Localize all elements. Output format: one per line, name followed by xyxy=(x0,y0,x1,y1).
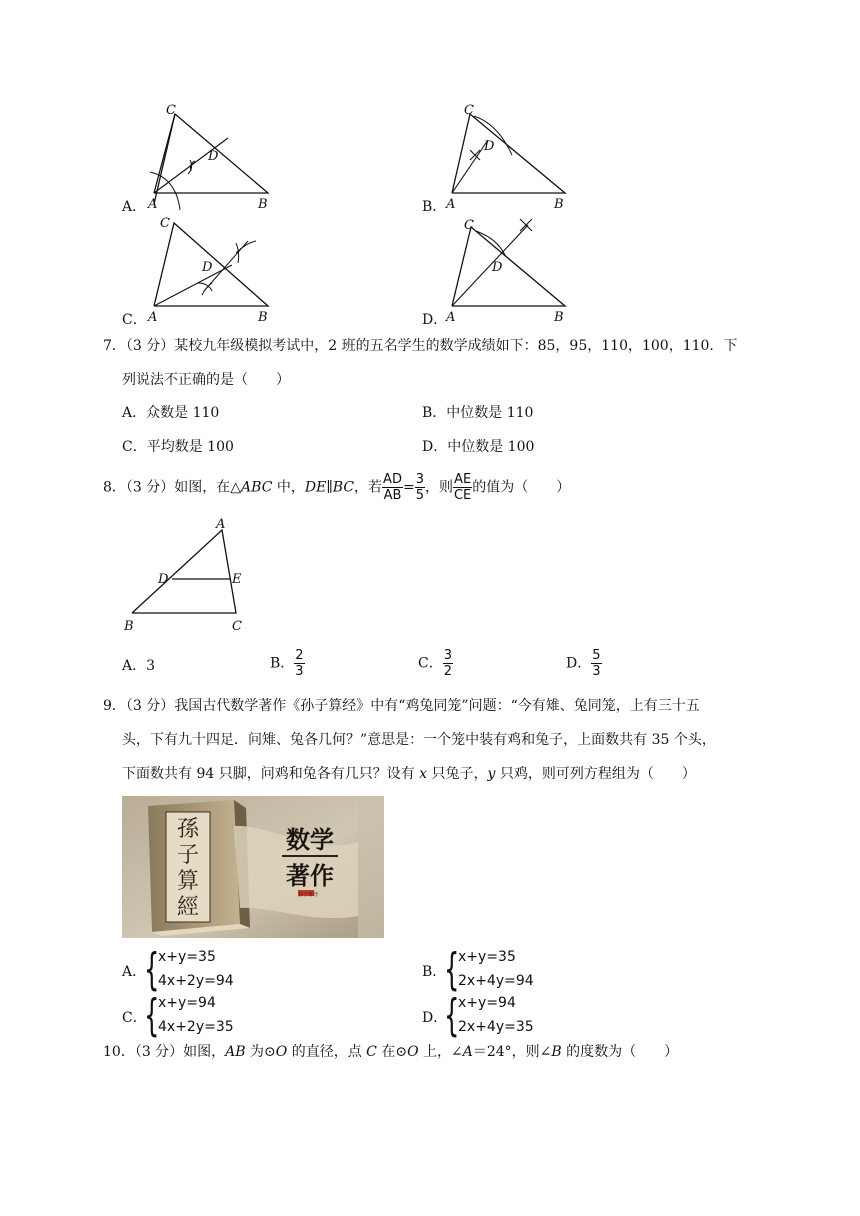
q6d-point-c: C xyxy=(464,218,474,233)
q6a-point-b: B xyxy=(258,197,268,212)
q8-point-a: A xyxy=(216,517,226,532)
q6d-point-a: A xyxy=(446,310,456,325)
q9-book-illustration xyxy=(122,796,384,938)
q7-option-b: B．中位数是 110 xyxy=(422,405,534,421)
q9-book-char-4: 經 xyxy=(176,895,200,920)
q6c-point-d: D xyxy=(202,260,213,275)
q8-option-d: D． $\frac{5}{3}$ xyxy=(566,648,601,679)
q8-point-b: B xyxy=(124,619,134,634)
q7-option-c: C．平均数是 100 xyxy=(122,439,234,455)
q9-book-char-2: 子 xyxy=(176,843,200,868)
q9-heading-2: 著作 xyxy=(286,862,334,890)
q6-figure-d xyxy=(440,213,580,328)
q8-stem: 8．（3 分）如图，在△ABC 中，DE∥BC，若 $\frac{AD}{AB}$ = $\frac{3}{5}$ ，则 $\frac{AE}{CE}$ 的值为（ ） xyxy=(103,472,571,503)
q6c-point-b: B xyxy=(258,310,268,325)
q6d-point-b: B xyxy=(554,310,564,325)
q6c-point-a: A xyxy=(148,310,158,325)
q9-stem-line2: 头，下有九十四足．问雉、兔各几何？”意思是：一个笼中装有鸡和兔子，上面数共有 35 个头， xyxy=(122,732,716,748)
q6a-point-a: A xyxy=(148,197,158,212)
q8-point-d: D xyxy=(158,572,169,587)
q7-stem-line1: 7．（3 分）某校九年级模拟考试中，2 班的五名学生的数学成绩如下：85，95，110，100，110．下 xyxy=(103,338,738,354)
q8-point-e: E xyxy=(232,572,242,587)
q6-option-c-letter: C． xyxy=(122,312,147,328)
q6-figure-a xyxy=(140,100,280,215)
q6-option-d-letter: D． xyxy=(422,312,448,328)
q7-option-a: A．众数是 110 xyxy=(122,405,220,421)
q9-stem-line3: 下面数共有 94 只脚，问鸡和兔各有几只？设有 x 只兔子，y 只鸡，则可列方程组为（ ） xyxy=(122,766,696,782)
q10-stem: 10．（3 分）如图，AB 为⊙O 的直径，点 C 在⊙O 上，∠A＝24°，则∠B 的度数为（ ） xyxy=(103,1044,679,1060)
q9-caption: 孙子算经 xyxy=(297,892,319,898)
q6d-point-d: D xyxy=(492,260,503,275)
q9-stem-line1: 9．（3 分）我国古代数学著作《孙子算经》中有“鸡兔同笼”问题：“今有雉、兔同笼，上有三十五 xyxy=(103,698,700,714)
q6a-point-c: C xyxy=(166,103,176,118)
q7-option-d: D．中位数是 100 xyxy=(422,439,535,455)
q6-option-a-letter: A． xyxy=(122,199,147,215)
q8-fraction-ae-ce: $\frac{AE}{CE}$ xyxy=(453,472,472,503)
q8-option-c: C． $\frac{3}{2}$ xyxy=(418,648,452,679)
q6b-point-c: C xyxy=(464,103,474,118)
q8-fraction-3-5: $\frac{3}{5}$ xyxy=(415,472,424,503)
q8-point-c: C xyxy=(232,619,242,634)
q9-heading-1: 数学 xyxy=(286,826,334,854)
q8-figure-triangle xyxy=(118,512,258,637)
q6b-point-b: B xyxy=(554,197,564,212)
q6-figure-c xyxy=(140,213,280,328)
q6a-point-d: D xyxy=(208,149,219,164)
q7-stem-line2: 列说法不正确的是（ ） xyxy=(122,372,290,388)
q6b-point-d: D xyxy=(484,139,495,154)
q9-book-char-1: 孫 xyxy=(176,817,200,842)
q9-book-char-3: 算 xyxy=(176,869,200,894)
q8-fraction-ad-ab: $\frac{AD}{AB}$ xyxy=(383,472,402,503)
q6c-point-c: C xyxy=(160,216,170,231)
q6-option-b-letter: B． xyxy=(422,199,447,215)
q6b-point-a: A xyxy=(446,197,456,212)
q8-option-a: A．3 xyxy=(122,658,156,674)
q8-option-b: B． $\frac{2}{3}$ xyxy=(270,648,304,679)
q6-figure-b xyxy=(440,100,580,215)
